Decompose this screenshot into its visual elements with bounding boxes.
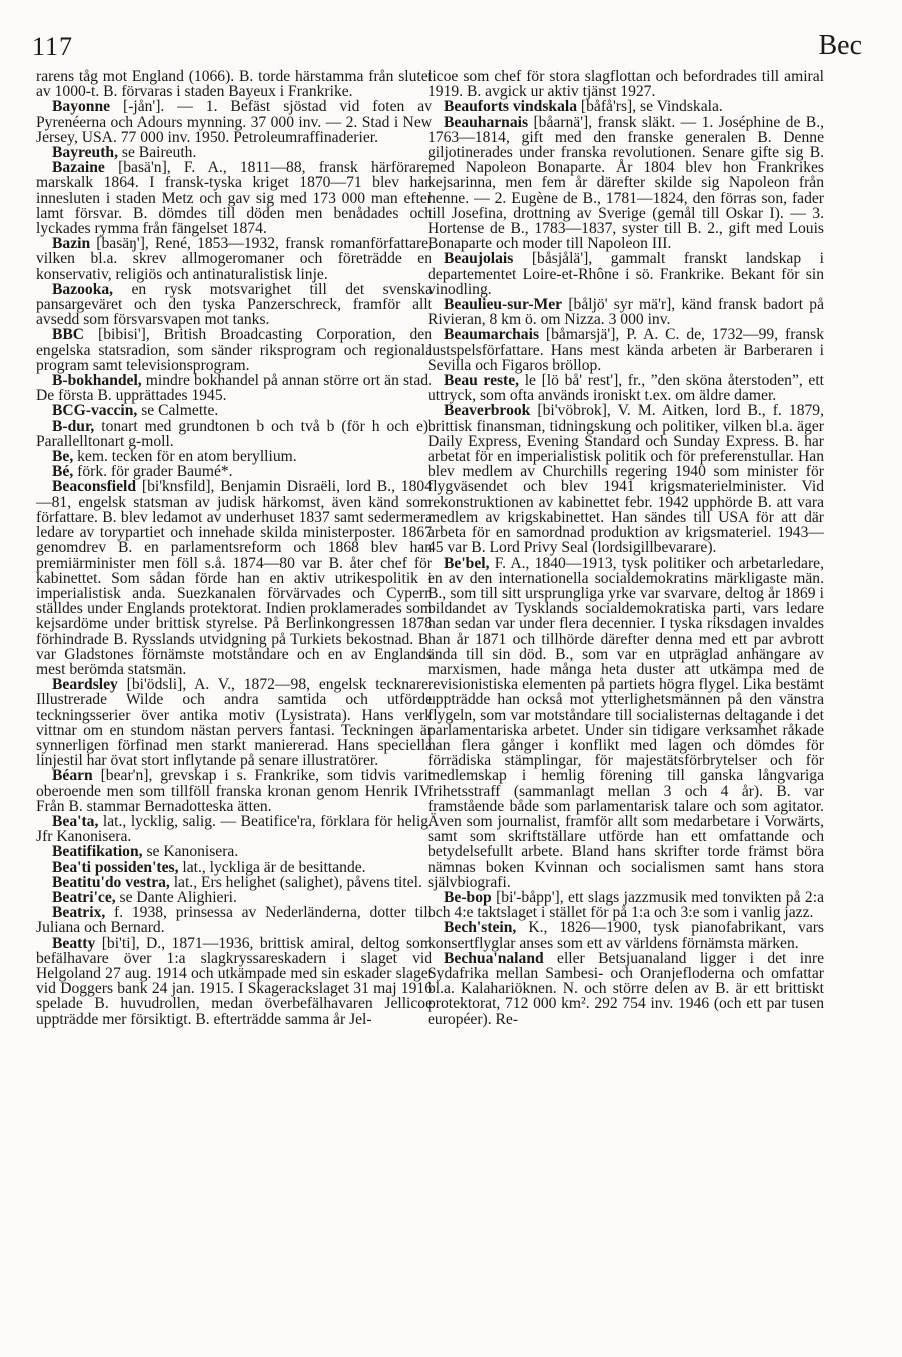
dictionary-entry: [36, 419, 432, 449]
entry-text: en rysk motsvarighet till det svenska pansargeväret och den tyska Panzerschreck, framför allt avsedd som försvarsvapen mot tanks.: [36, 280, 432, 329]
entry-term: Beatitu'do vestra,: [52, 873, 170, 891]
entry-text: [båfå'rs], se Vindskala.: [577, 98, 723, 116]
dictionary-entry: [36, 875, 432, 890]
entry-term: Be,: [52, 448, 74, 466]
entry-term: BCG-vaccin,: [52, 402, 138, 420]
dictionary-entry: [36, 677, 432, 768]
dictionary-entry: [36, 160, 432, 236]
entry-text: [basä'n], F. A., 1811—88, fransk härförare, marskalk 1864. I fransk-tyska kriget 1870—71 blev han innesluten i staden Metz och gav sig med 173 000 man efter lamt försvar. B. dömdes till döden men benådades och lyckades rymma från fängelset 1874.: [36, 159, 432, 238]
dictionary-entry: [36, 282, 432, 328]
entry-text: [bi'ödsli], A. V., 1872—98, engelsk tecknare. Illustrerade Wilde och andra samtida och utförde teckningsserier över antika motiv (Lysistrata). Hans verk vittnar om en stundom nästan pervers fantasi. Teckningen är synnerligen förfinad men starkt maniererad. Hans speciella linjestil har övat stort inflytande på senare illustratörer.: [36, 676, 432, 770]
dictionary-entry: [36, 814, 432, 844]
entry-term: Bayreuth,: [52, 144, 118, 162]
entry-term: B-dur,: [52, 417, 95, 435]
dictionary-entry: [36, 860, 432, 875]
entry-term: B-bokhandel,: [52, 372, 142, 390]
dictionary-entry: [36, 464, 432, 479]
dictionary-entry: [36, 327, 432, 373]
entry-text: [bi'vöbrok], V. M. Aitken, lord B., f. 1879, brittisk finansman, tidningskung och politiker, vilken bl.a. äger Daily Express, Evening Standard och Sunday Express. B. har arbetat för en imperialistisk politik och för preferenstullar. Han blev medlem av Churchills regering 1940 som minister för flygväsendet och blev 1941 krigsmaterielminister. Vid rekonstruktionen av kabinettet febr. 1942 upphörde B. att vara medlem av krigskabinettet. Han sändes till USA för att där arbeta för en samordnad produktion av krigsmateriel. 1943—45 var B. Lord Privy Seal (lordsigillbevarare).: [428, 402, 824, 557]
dictionary-entry: [428, 403, 824, 555]
entry-text: [bibisi'], British Broadcasting Corporation, den engelska statsradion, som sänder riksprogram och regionala program samt televisionsprogram.: [36, 326, 432, 374]
entry-term: Beaumarchais: [444, 326, 540, 344]
entry-term: Bea'ta,: [52, 812, 99, 830]
dictionary-entry: [36, 145, 432, 160]
dictionary-entry: [36, 905, 432, 935]
dictionary-entry: [428, 99, 824, 114]
entry-text: le [lö bå' rest'], fr., ”den sköna återstoden”, ett uttryck, som ofta används ironiskt t.ex. om äldre damer.: [428, 372, 824, 405]
entry-text: lat., lycklig, salig. — Beatifice'ra, förklara för helig. Jfr Kanonisera.: [36, 812, 432, 846]
dictionary-entry: [36, 479, 432, 677]
entry-text: se Dante Alighieri.: [115, 888, 237, 906]
entry-text: förk. för grader Baumé*.: [73, 463, 233, 481]
dictionary-entry: [428, 327, 824, 373]
page-number: 117: [32, 32, 74, 61]
entry-term: Beau reste,: [444, 372, 520, 390]
dictionary-entry: [428, 251, 824, 297]
dictionary-entry: [36, 69, 432, 99]
entry-term: Beatrix,: [52, 904, 106, 922]
entry-text: K., 1826—1900, tysk pianofabrikant, vars konsertflyglar anses som ett av världens förnämsta märken.: [428, 919, 824, 952]
guide-word: Bec: [818, 30, 862, 61]
dictionary-entry: [428, 69, 824, 99]
dictionary-entry: [36, 403, 432, 418]
entry-text: rarens tåg mot England (1066). B. torde härstamma från slutet av 1000-t. B. förvaras i staden Bayeux i Frankrike.: [36, 68, 432, 101]
entry-text: [båmarsjä'], P. A. C. de, 1732—99, fransk lustspelsförfattare. Hans mest kända arbeten är Barberaren i Sevilla och Figaros bröllop.: [428, 326, 824, 374]
entry-text: lat., Ers helighet (salighet), påvens titel.: [169, 873, 422, 891]
entry-term: BBC: [52, 326, 85, 344]
dictionary-entry: [428, 890, 824, 920]
entry-text: F. A., 1840—1913, tysk politiker och arbetarledare, en av den internationella socialdemokratins märkligaste män. B., som till sitt ursprungliga yrke var svarvare, deltog år 1869 i bildandet av Tysklands socialdemokratiska parti, vars ledare han sedan var under flera decennier. I tyska riksdagen invaldes han år 1871 och tillhörde därefter denna med ett par avbrott ända till sin död. B., som var en utpräglad anhängare av marxismen, hade många heta duster att utkämpa med de revisionistiska elementen på partiets högra flygel. Lika bestämt uppträdde han också mot ytterlighetsmännen på den vänstra flygeln, som var motståndare till socialisternas deltagande i det parlamentariska arbetet. Under sin tidigare verksamhet råkade han flera gånger i konflikt med lagen och dömdes för förrädiska stämplingar, för majestätsförbrytelser och för medlemskap i hemlig förening till ganska långvariga frihetsstraff (sammanlagt mellan 3 och 4 år). B. var framstående både som parlamentarisk talare och som agitator. Även som journalist, framför allt som medarbetare i Vorwärts, samt som skriftställare utförde han ett omfattande och betydelsefullt arbete. Bland hans skrifter torde främst böra nämnas boken Kvinnan och socialismen samt hans stora självbiografi.: [428, 554, 824, 891]
entry-term: Be'bel,: [444, 554, 490, 572]
dictionary-entry: [36, 449, 432, 464]
dictionary-entry: [36, 373, 432, 403]
entry-term: Beaverbrook: [444, 402, 531, 420]
dictionary-entry: [36, 236, 432, 282]
entry-text: [-jån']. — 1. Befäst sjöstad vid foten av Pyrenéerna och Adours mynning. 37 000 inv. — 2. Stad i New Jersey, USA. 77 000 inv. 1950. Petroleumraffinaderier.: [36, 98, 432, 146]
entry-text: kem. tecken för en atom beryllium.: [73, 448, 297, 466]
entry-term: Bechua'naland: [444, 949, 544, 967]
entry-term: Bazin: [52, 235, 91, 253]
dictionary-entry: [36, 844, 432, 859]
entry-term: Bazaine: [52, 159, 105, 177]
dictionary-entry: [36, 768, 432, 814]
entry-text: se Calmette.: [137, 402, 219, 420]
entry-text: [bi'knsfild], Benjamin Disraëli, lord B., 1804—81, engelsk statsman av judisk härkomst, även känd som författare. B. blev ledamot av underhuset 1837 samt sedermera ledare av torypartiet och innehade skilda ministerposter. 1867 genomdrev B. en parlamentsreform och 1868 blev han premiärminister men föll s.å. 1874—80 var B. åter chef för kabinettet. Som sådan förde han en aktiv utrikespolitik i imperialistisk anda. Suezkanalen förvärvades och Cypern ställdes under Englands protektorat. Indien proklamerades som kejsardöme under brittisk styrelse. På Berlinkongressen 1878 förhindrade B. Rysslands utvidgning på Turkiets bekostnad. B. var Gladstones förnämste motståndare och en av Englands mest berömda statsmän.: [36, 478, 432, 678]
entry-term: Be-bop: [444, 888, 492, 906]
dictionary-entry: [36, 99, 432, 145]
entry-text: eller Betsjuanaland ligger i det inre Sydafrika mellan Sambesi- och Oranjefloderna och omfattar bl.a. Kalahariöknen. N. och större delen av B. är ett brittiskt protektorat, 712 000 km². 292 754 inv. 1946 (och ett par tusen européer). Re-: [428, 949, 824, 1028]
dictionary-entry: [36, 936, 432, 1027]
entry-text: [basäŋ'], René, 1853—1932, fransk romanförfattare, vilken bl.a. skrev allmogeromaner och företrädde en konservativ, religiös och antinaturalistisk linje.: [36, 235, 432, 283]
entry-term: Bech'stein,: [444, 919, 517, 937]
entry-term: Beauforts vindskala: [444, 98, 578, 116]
right-column: [428, 69, 824, 1027]
entry-text: licoe som chef för stora slagflottan och befordrades till amiral 1919. B. avgick ur aktiv tjänst 1927.: [428, 68, 824, 101]
entry-text: f. 1938, prinsessa av Nederländerna, dotter till Juliana och Bernard.: [36, 904, 432, 937]
left-column: [36, 69, 432, 1027]
entry-term: Beardsley: [52, 676, 118, 694]
entry-text: [bear'n], grevskap i s. Frankrike, som tidvis varit oberoende men som tillföll franska kronan genom Henrik IV. Från B. stammar Bernadotteska ätten.: [36, 767, 432, 815]
dictionary-entry: [428, 556, 824, 890]
entry-term: Bé,: [52, 463, 74, 481]
entry-text: se Baireuth.: [118, 144, 197, 162]
entry-text: mindre bokhandel på annan större ort än stad. De första B. upprättades 1945.: [36, 372, 432, 405]
entry-term: Béarn: [52, 767, 93, 785]
entry-term: Beauharnais: [444, 113, 529, 131]
entry-term: Bazooka,: [52, 280, 114, 298]
entry-term: Beaconsfield: [52, 478, 137, 496]
entry-term: Beatri'ce,: [52, 888, 116, 906]
entry-term: Beatifikation,: [52, 843, 143, 861]
dictionary-entry: [428, 297, 824, 327]
dictionary-entry: [428, 373, 824, 403]
entry-term: Bea'ti possiden'tes,: [52, 858, 179, 876]
entry-text: lat., lyckliga är de besittande.: [178, 858, 366, 876]
entry-text: [båsjålä'], gammalt franskt landskap i departementet Loire-et-Rhône i sö. Frankrike. Bekant för sin vinodling.: [428, 250, 824, 298]
dictionary-entry: [428, 920, 824, 950]
entry-text: [båarnä'], fransk släkt. — 1. Joséphine de B., 1763—1814, gift med den franske generalen B. Denne giljotinerades under franska revolutionen. Senare gifte sig B. med Napoleon Bonaparte. År 1804 blev hon Frankrikes kejsarinna, men fem år därefter skilde sig Napoleon från henne. — 2. Eugène de B., 1781—1824, den förras son, fader till Josefina, drottning av Sverige (gemål till Oskar I). — 3. Hortense de B., 1783—1837, syster till B. 2., gift med Louis Bonaparte och moder till Napoleon III.: [428, 113, 824, 253]
entry-text: [bi'ti], D., 1871—1936, brittisk amiral, deltog som befälhavare över 1:a slagkryssareskadern i slaget vid Helgoland 27 aug. 1914 och utkämpade med sin eskader slaget vid Doggers bank 24 jan. 1915. I Skagerackslaget 31 maj 1916 spelade B. huvudrollen, medan överbefälhavaren Jellicoe uppträdde mer försiktigt. B. efterträdde samma år Jel-: [36, 934, 432, 1028]
dictionary-entry: [428, 115, 824, 252]
entry-text: se Kanonisera.: [142, 843, 239, 861]
entry-text: [bi'-båpp'], ett slags jazzmusik med tonvikten på 2:a och 4:e taktslaget i stället för på 1:a och 3:e som i vanlig jazz.: [428, 888, 824, 922]
dictionary-entry: [36, 890, 432, 905]
entry-term: Beaulieu-sur-Mer: [444, 296, 563, 314]
entry-text: [båljö' syr mä'r], känd fransk badort på Rivieran, 8 km ö. om Nizza. 3 000 inv.: [428, 296, 824, 329]
entry-term: Bayonne: [52, 98, 111, 116]
entry-term: Beaujolais: [444, 250, 514, 268]
entry-term: Beatty: [52, 934, 96, 952]
dictionary-entry: [428, 951, 824, 1027]
entry-text: tonart med grundtonen b och två b (för h och e). Parallelltonart g-moll.: [36, 417, 432, 450]
